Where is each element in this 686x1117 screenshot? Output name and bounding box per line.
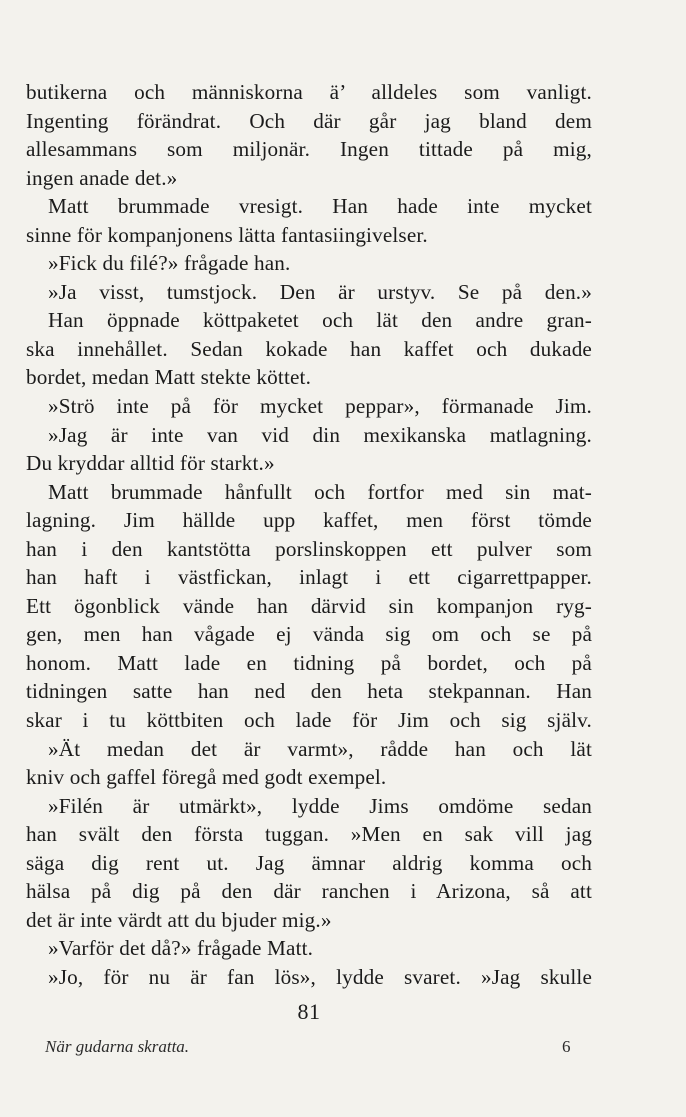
text-line: sinne för kompanjonens lätta fantasiingivelser. xyxy=(26,222,428,247)
body-text xyxy=(26,78,592,992)
text-line: hälsa på dig på den där ranchen i Arizona, så att xyxy=(26,879,592,904)
text-line: allesammans som miljonär. Ingen tittade på mig, xyxy=(26,137,592,162)
text-line: ska innehållet. Sedan kokade han kaffet och dukade xyxy=(26,336,592,361)
text-line: lagning. Jim hällde upp kaffet, men först tömde xyxy=(26,508,592,533)
text-line: han haft i västfickan, inlagt i ett cigarrettpapper. xyxy=(26,565,592,590)
text-line: Matt brummade vresigt. Han hade inte mycket xyxy=(48,194,592,219)
text-line: kniv och gaffel föregå med godt exempel. xyxy=(26,765,387,790)
text-line: Han öppnade köttpaketet och lät den andre gran- xyxy=(48,308,592,333)
footer-signature: 6 xyxy=(562,1037,571,1056)
footer-title: När gudarna skratta. xyxy=(45,1037,190,1056)
text-line: bordet, medan Matt stekte köttet. xyxy=(26,365,312,390)
text-line: Matt brummade hånfullt och fortfor med sin mat- xyxy=(48,479,592,504)
text-line: Ingenting förändrat. Och där går jag bland dem xyxy=(26,108,592,133)
text-line: »Strö inte på för mycket peppar», förmanade Jim. xyxy=(48,394,592,419)
text-line: det är inte värdt att du bjuder mig.» xyxy=(26,907,332,932)
text-line: »Ja visst, tumstjock. Den är urstyv. Se på den.» xyxy=(48,279,592,304)
text-line: skar i tu köttbiten och lade för Jim och sig själv. xyxy=(26,708,592,733)
text-line: »Varför det då?» frågade Matt. xyxy=(48,936,314,961)
page-number: 81 xyxy=(297,999,321,1024)
text-line: »Jo, för nu är fan lös», lydde svaret. »Jag skulle xyxy=(48,964,592,989)
text-line: »Fick du filé?» frågade han. xyxy=(48,251,291,276)
text-line: honom. Matt lade en tidning på bordet, och på xyxy=(26,650,592,675)
text-line: tidningen satte han ned den heta stekpannan. Han xyxy=(26,679,592,704)
text-line: säga dig rent ut. Jag ämnar aldrig komma och xyxy=(26,850,592,875)
text-line: butikerna och människorna ä’ alldeles som vanligt. xyxy=(26,80,592,104)
text-line: gen, men han vågade ej vända sig om och se på xyxy=(26,622,592,647)
text-line: Ett ögonblick vände han därvid sin kompanjon ryg- xyxy=(26,593,592,618)
text-line: han i den kantstötta porslinskoppen ett pulver som xyxy=(26,536,592,561)
text-line: »Jag är inte van vid din mexikanska matlagning. xyxy=(48,422,592,447)
text-line: »Ät medan det är varmt», rådde han och lät xyxy=(48,736,592,761)
text-line: »Filén är utmärkt», lydde Jims omdöme sedan xyxy=(48,793,592,818)
text-line: han svält den första tuggan. »Men en sak vill jag xyxy=(26,822,592,847)
text-line: ingen anade det.» xyxy=(26,165,178,190)
text-line: Du kryddar alltid för starkt.» xyxy=(26,451,275,476)
